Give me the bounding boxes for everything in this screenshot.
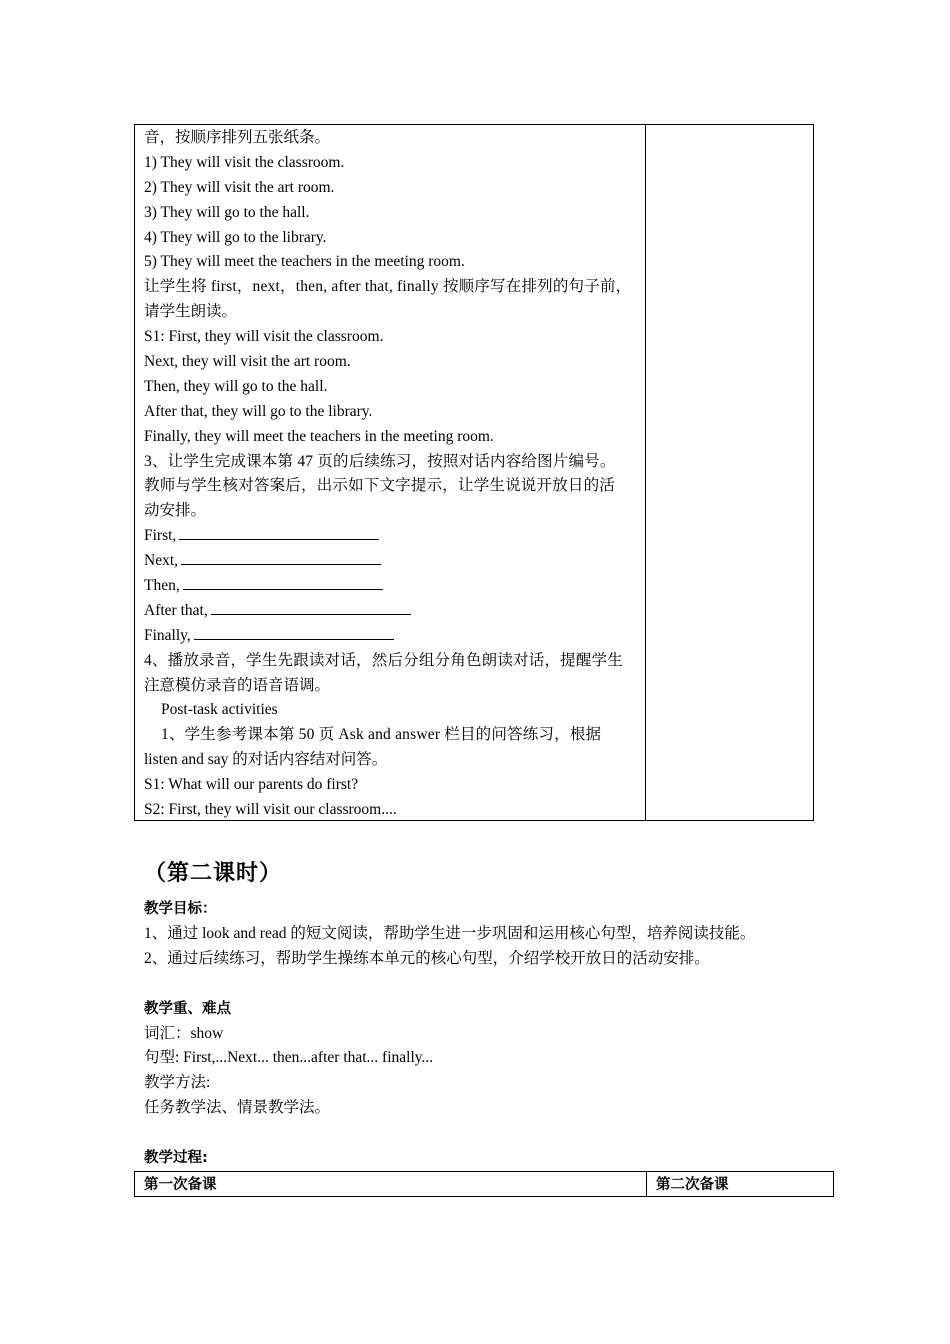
lesson-heading: （第二课时）	[144, 861, 283, 886]
fill-in-line	[144, 549, 637, 574]
blank-underline	[179, 524, 379, 540]
section-label: Post-task activities	[161, 701, 278, 719]
key-points-title: 教学重、难点	[144, 1000, 231, 1017]
text-line: 注意模仿录音的语音语调。	[144, 676, 331, 694]
fill-in-line	[144, 524, 637, 549]
blank-underline	[181, 549, 381, 565]
fill-in-line	[144, 624, 637, 649]
text-line: After that, they will go to the library.	[144, 402, 373, 420]
text-line: S2: First, they will visit our classroom....	[144, 801, 397, 819]
text-line: 音，按顺序排列五张纸条。	[144, 129, 331, 146]
text-line: 让学生将 first，next，then, after that, finally 按顺序写在排列的句子前，	[144, 278, 632, 296]
objective-item: 1、通过 look and read 的短文阅读，帮助学生进一步巩固和运用核心句型，培养阅读技能。	[144, 924, 756, 942]
fill-in-label: Then,	[144, 577, 180, 595]
text-line: S1: First, they will visit the classroom.	[144, 328, 384, 346]
fill-in-line	[144, 574, 637, 599]
text-line: 2) They will visit the art room.	[144, 178, 335, 196]
lesson-plan-table-continued	[134, 124, 814, 821]
fill-in-label: Next,	[144, 552, 179, 570]
fill-in-label: First,	[144, 527, 177, 545]
first-prep-cell	[135, 125, 646, 820]
methods-line: 任务教学法、情景教学法。	[144, 1099, 331, 1117]
text-line: 5) They will meet the teachers in the meeting room.	[144, 253, 465, 271]
second-prep-header: 第二次备课	[656, 1177, 729, 1193]
text-line: 4) They will go to the library.	[144, 228, 327, 246]
text-line: 教师与学生核对答案后，出示如下文字提示，让学生说说开放日的活	[144, 477, 616, 495]
text-line: 1、学生参考课本第 50 页 Ask and answer 栏目的问答练习，根据	[161, 726, 602, 744]
fill-in-label: After that,	[144, 601, 208, 619]
fill-in-label: Finally,	[144, 626, 191, 644]
blank-underline	[211, 599, 411, 615]
method-title: 教学方法:	[144, 1074, 211, 1092]
text-line: Next, they will visit the art room.	[144, 353, 351, 371]
blank-underline	[183, 574, 383, 590]
process-table-header	[134, 1171, 834, 1197]
text-line: Finally, they will meet the teachers in the meeting room.	[144, 427, 494, 445]
text-line: 1) They will visit the classroom.	[144, 153, 345, 171]
objectives-title: 教学目标：	[144, 901, 217, 917]
text-line: 动安排。	[144, 502, 207, 520]
text-line: 4、播放录音，学生先跟读对话，然后分组分角色朗读对话，提醒学生	[144, 651, 623, 669]
objective-item: 2、通过后续练习，帮助学生操练本单元的核心句型，介绍学校开放日的活动安排。	[144, 949, 710, 967]
text-line: 3、让学生完成课本第 47 页的后续练习，按照对话内容给图片编号。	[144, 452, 616, 470]
blank-underline	[194, 624, 394, 640]
text-line: S1: What will our parents do first?	[144, 776, 359, 794]
text-line: 3) They will go to the hall.	[144, 203, 310, 221]
text-line: listen and say 的对话内容结对问答。	[144, 751, 388, 769]
lesson-details	[144, 897, 824, 1171]
first-prep-header: 第一次备课	[135, 1172, 647, 1196]
process-title: 教学过程:	[144, 1150, 208, 1167]
vocabulary-line: 词汇：show	[144, 1024, 224, 1042]
second-prep-cell	[646, 125, 813, 820]
text-line: 请学生朗读。	[144, 303, 238, 321]
fill-in-line	[144, 599, 637, 624]
sentence-pattern-line: 句型: First,...Next... then...after that... finally...	[144, 1049, 434, 1067]
text-line: Then, they will go to the hall.	[144, 377, 328, 395]
